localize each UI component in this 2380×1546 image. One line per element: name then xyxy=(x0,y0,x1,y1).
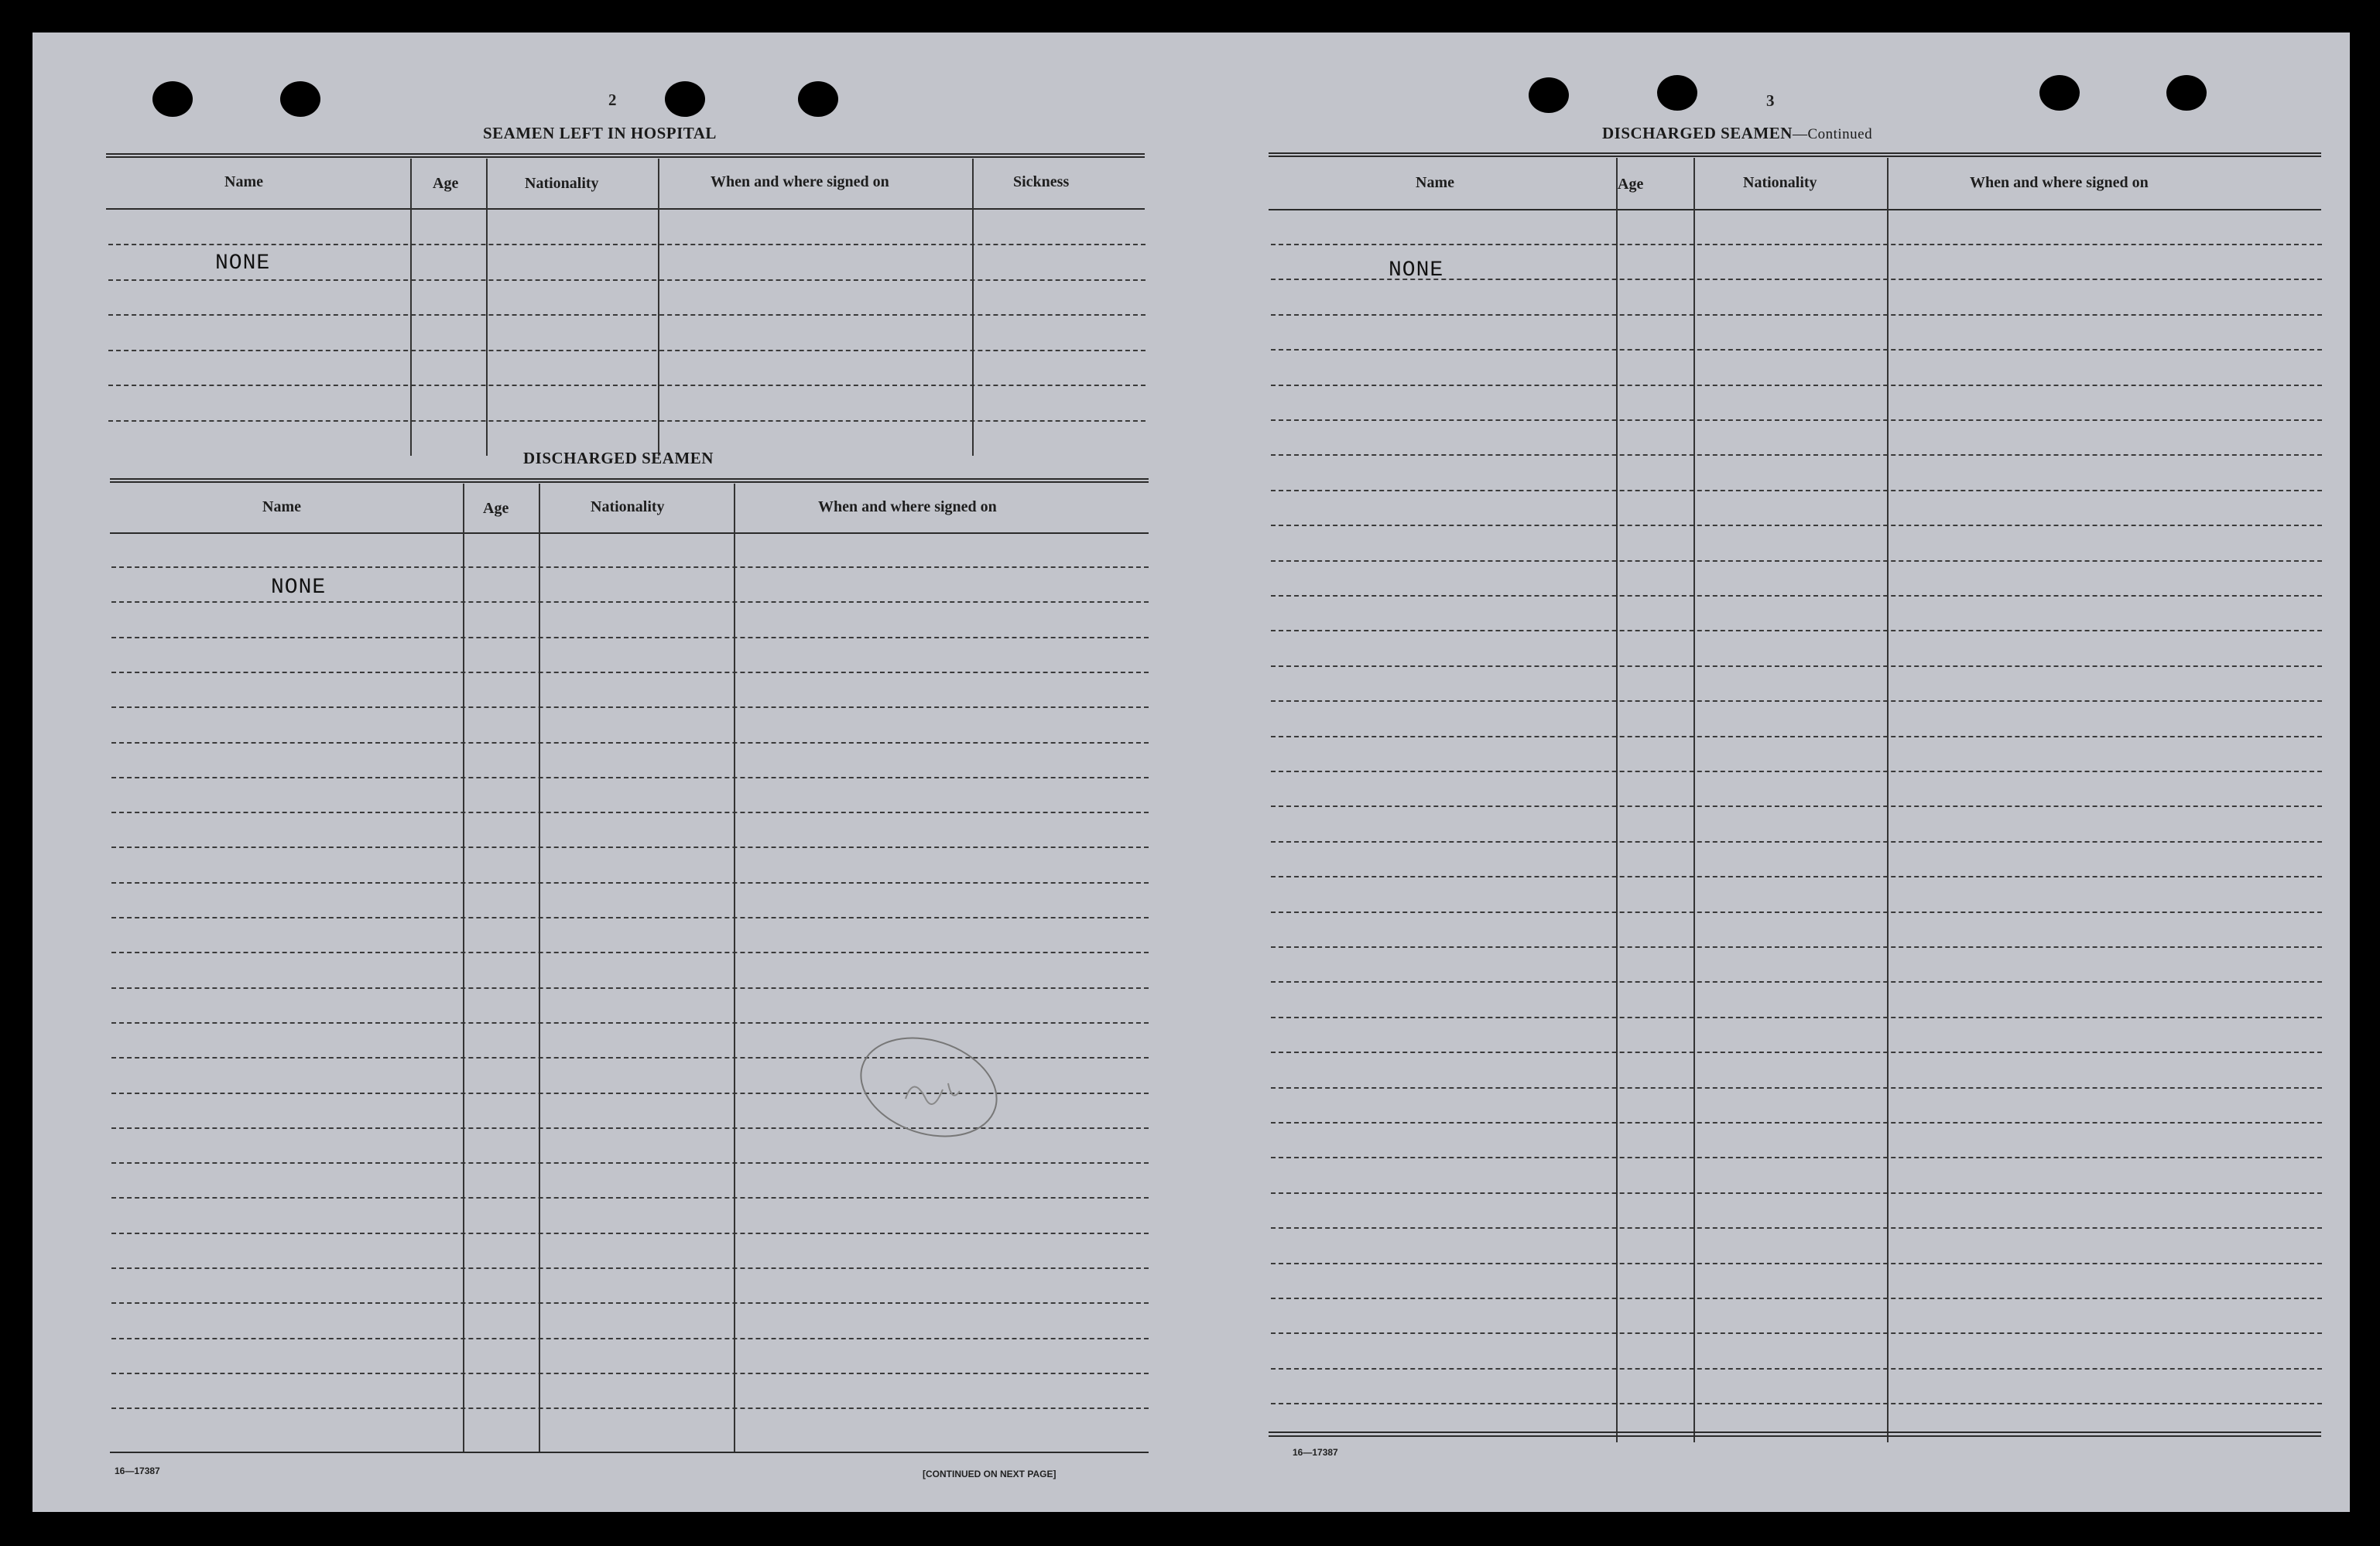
ruled-line xyxy=(1271,560,2322,562)
ruled-line xyxy=(111,1407,1149,1409)
ruled-line xyxy=(108,314,1145,316)
punch-hole xyxy=(2166,75,2207,111)
continued-title-main: DISCHARGED SEAMEN xyxy=(1602,124,1793,142)
continued-entry-text: NONE xyxy=(1389,258,1444,282)
ruled-line xyxy=(111,952,1149,953)
ruled-line xyxy=(111,742,1149,744)
punch-hole xyxy=(1529,77,1569,113)
ruled-line xyxy=(1271,385,2322,386)
continued-section-title xyxy=(1602,124,1872,143)
discharged-section-title: DISCHARGED SEAMEN xyxy=(523,449,714,467)
ruled-line xyxy=(1271,595,2322,597)
ruled-line xyxy=(111,847,1149,848)
ruled-line xyxy=(108,420,1145,422)
column-header-name: Name xyxy=(262,498,301,515)
column-header-age: Age xyxy=(483,500,509,517)
column-header-signed-on: When and where signed on xyxy=(1970,174,2149,191)
ruled-line xyxy=(1271,314,2322,316)
ruled-line xyxy=(108,350,1145,351)
ruled-line xyxy=(111,882,1149,884)
ruled-line xyxy=(111,777,1149,778)
ruled-line xyxy=(1271,1122,2322,1124)
continued-note: [CONTINUED ON NEXT PAGE] xyxy=(923,1469,1056,1479)
ruled-line xyxy=(111,1302,1149,1304)
ruled-line xyxy=(1271,244,2322,245)
ruled-line xyxy=(1271,665,2322,667)
ruled-line xyxy=(111,601,1149,603)
punch-hole xyxy=(280,81,320,117)
ruled-line xyxy=(111,566,1149,568)
ruled-line xyxy=(111,637,1149,638)
document-sheet xyxy=(33,32,2350,1512)
ruled-line xyxy=(1271,771,2322,772)
ruled-line xyxy=(111,987,1149,989)
column-header-signed-on: When and where signed on xyxy=(711,173,889,190)
ruled-line xyxy=(1271,279,2322,280)
page-number: 3 xyxy=(1766,91,1775,110)
ruled-line xyxy=(111,1267,1149,1269)
ruled-line xyxy=(111,1338,1149,1339)
punch-hole xyxy=(798,81,838,117)
ruled-line xyxy=(1271,981,2322,983)
column-header-nationality: Nationality xyxy=(1743,174,1817,191)
ruled-line xyxy=(1271,946,2322,948)
form-number: 16—17387 xyxy=(1293,1447,1338,1458)
ruled-line xyxy=(111,1197,1149,1199)
ruled-line xyxy=(111,1373,1149,1374)
ruled-line xyxy=(1271,1192,2322,1194)
ruled-line xyxy=(1271,1017,2322,1018)
column-header-name: Name xyxy=(1416,174,1454,191)
ruled-line xyxy=(1271,1087,2322,1089)
ruled-line xyxy=(1271,736,2322,737)
column-header-nationality: Nationality xyxy=(525,175,599,192)
ruled-line xyxy=(111,1233,1149,1234)
ruled-line xyxy=(1271,1227,2322,1229)
continued-title-suffix: —Continued xyxy=(1792,126,1873,142)
ruled-line xyxy=(111,917,1149,918)
ruled-line xyxy=(1271,805,2322,807)
ruled-line xyxy=(1271,1157,2322,1158)
pencil-mark xyxy=(851,1029,1006,1145)
punch-hole xyxy=(152,81,193,117)
ruled-line xyxy=(108,385,1145,386)
ruled-line xyxy=(111,1162,1149,1164)
punch-hole xyxy=(2039,75,2080,111)
ruled-line xyxy=(111,812,1149,813)
column-header-signed-on: When and where signed on xyxy=(818,498,997,515)
column-header-age: Age xyxy=(1618,176,1644,193)
hospital-entry-text: NONE xyxy=(215,251,271,275)
ruled-line xyxy=(1271,490,2322,491)
discharged-entry-text: NONE xyxy=(271,576,327,600)
column-header-sickness: Sickness xyxy=(1013,173,1070,190)
column-header-age: Age xyxy=(433,175,459,192)
ruled-line xyxy=(1271,876,2322,877)
ruled-line xyxy=(1271,1332,2322,1334)
punch-hole xyxy=(1657,75,1697,111)
ruled-line xyxy=(1271,630,2322,631)
ruled-line xyxy=(111,672,1149,673)
ruled-line xyxy=(1271,912,2322,913)
form-number: 16—17387 xyxy=(115,1466,160,1476)
page-number: 2 xyxy=(608,91,617,109)
ruled-line xyxy=(108,279,1145,281)
ruled-line xyxy=(1271,1052,2322,1053)
ruled-line xyxy=(1271,454,2322,456)
ruled-line xyxy=(1271,1263,2322,1264)
ruled-line xyxy=(1271,1368,2322,1370)
column-header-name: Name xyxy=(224,173,263,190)
punch-hole xyxy=(665,81,705,117)
ruled-line xyxy=(111,706,1149,708)
ruled-line xyxy=(1271,419,2322,421)
ruled-line xyxy=(1271,525,2322,526)
ruled-line xyxy=(1271,841,2322,843)
column-header-nationality: Nationality xyxy=(591,498,665,515)
ruled-line xyxy=(1271,1403,2322,1404)
hospital-section-title: SEAMEN LEFT IN HOSPITAL xyxy=(483,124,717,142)
ruled-line xyxy=(108,244,1145,245)
ruled-line xyxy=(111,1022,1149,1024)
ruled-line xyxy=(1271,349,2322,351)
ruled-line xyxy=(1271,1298,2322,1299)
ruled-line xyxy=(1271,700,2322,702)
